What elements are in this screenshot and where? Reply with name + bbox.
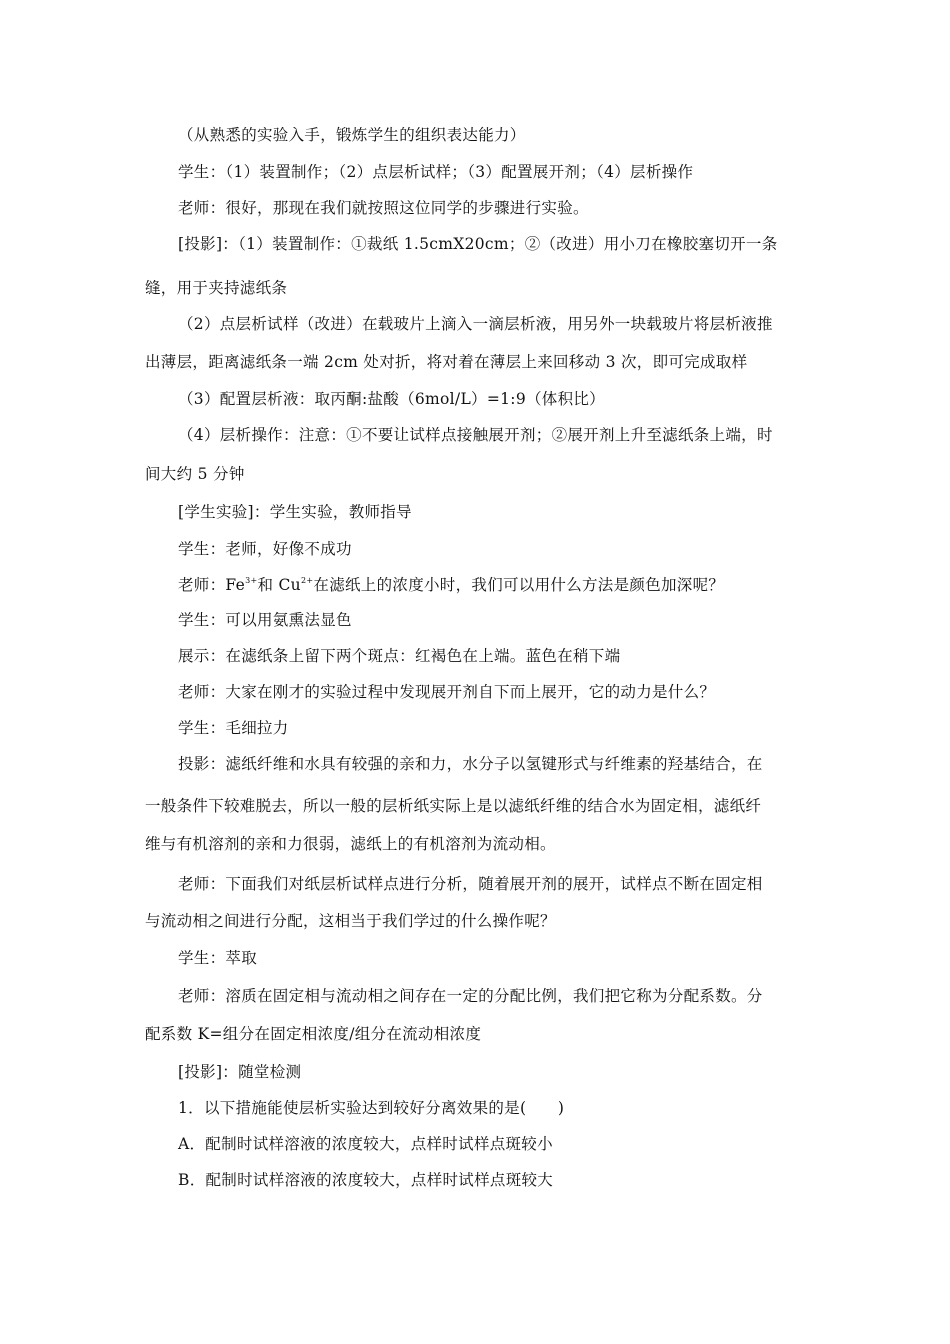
paragraph-line: 出薄层，距离滤纸条一端 2cm 处对折，将对着在薄层上来回移动 3 次，即可完成取样 xyxy=(145,353,748,371)
paragraph-line: 学生：毛细拉力 xyxy=(178,719,289,737)
paragraph-line: 维与有机溶剂的亲和力很弱，滤纸上的有机溶剂为流动相。 xyxy=(145,835,556,853)
paragraph-line: 老师：很好，那现在我们就按照这位同学的步骤进行实验。 xyxy=(178,199,589,217)
superscript-charge: 3+ xyxy=(245,576,258,585)
paragraph-line: （3）配置层析液：取丙酮:盐酸（6mol/L）=1:9（体积比） xyxy=(178,390,605,408)
answer-option-b: B．配制时试样溶液的浓度较大，点样时试样点斑较大 xyxy=(178,1171,554,1189)
paragraph-line: [学生实验]：学生实验，教师指导 xyxy=(178,503,412,521)
paragraph-line: 缝，用于夹持滤纸条 xyxy=(145,279,288,297)
paragraph-line: （2）点层析试样（改进）在载玻片上滴入一滴层析液，用另外一块载玻片将层析液推 xyxy=(178,315,773,333)
text-segment: 老师：Fe xyxy=(178,576,246,594)
paragraph-line: [投影]：（1）装置制作：①裁纸 1.5cmX20cm；②（改进）用小刀在橡胶塞切开一条 xyxy=(178,235,778,253)
paragraph-line: 学生：（1）装置制作；（2）点层析试样；（3）配置展开剂；（4）层析操作 xyxy=(178,163,694,181)
text-segment: 在滤纸上的浓度小时，我们可以用什么方法是颜色加深呢？ xyxy=(313,576,725,594)
superscript-charge: 2+ xyxy=(300,576,314,585)
paragraph-line: 与流动相之间进行分配，这相当于我们学过的什么操作呢？ xyxy=(145,912,556,930)
paragraph-line: 老师：下面我们对纸层析试样点进行分析，随着展开剂的展开，试样点不断在固定相 xyxy=(178,875,763,893)
paragraph-line: 老师：大家在刚才的实验过程中发现展开剂自下而上展开，它的动力是什么？ xyxy=(178,683,716,701)
paragraph-line: 老师：溶质在固定相与流动相之间存在一定的分配比例，我们把它称为分配系数。分 xyxy=(178,987,763,1005)
paragraph-line-with-ions xyxy=(178,575,724,595)
question-stem: 1．以下措施能使层析实验达到较好分离效果的是( ) xyxy=(178,1099,565,1117)
paragraph-line: （从熟悉的实验入手，锻炼学生的组织表达能力） xyxy=(178,126,526,144)
paragraph-line: 一般条件下较难脱去，所以一般的层析纸实际上是以滤纸纤维的结合水为固定相，滤纸纤 xyxy=(145,797,762,815)
answer-option-a: A．配制时试样溶液的浓度较大，点样时试样点斑较小 xyxy=(178,1135,553,1153)
paragraph-line: 配系数 K=组分在固定相浓度/组分在流动相浓度 xyxy=(145,1025,482,1043)
paragraph-line: [投影]：随堂检测 xyxy=(178,1063,302,1081)
paragraph-line: （4）层析操作：注意：①不要让试样点接触展开剂；②展开剂上升至滤纸条上端，时 xyxy=(178,426,773,444)
paragraph-line: 投影：滤纸纤维和水具有较强的亲和力，水分子以氢键形式与纤维素的羟基结合，在 xyxy=(178,755,763,773)
paragraph-line: 展示：在滤纸条上留下两个斑点：红褐色在上端。蓝色在稍下端 xyxy=(178,647,621,665)
paragraph-line: 间大约 5 分钟 xyxy=(145,465,245,483)
paragraph-line: 学生：萃取 xyxy=(178,949,258,967)
paragraph-line: 学生：老师，好像不成功 xyxy=(178,540,352,558)
paragraph-line: 学生：可以用氨熏法显色 xyxy=(178,611,352,629)
text-segment: 和 Cu xyxy=(257,576,301,594)
